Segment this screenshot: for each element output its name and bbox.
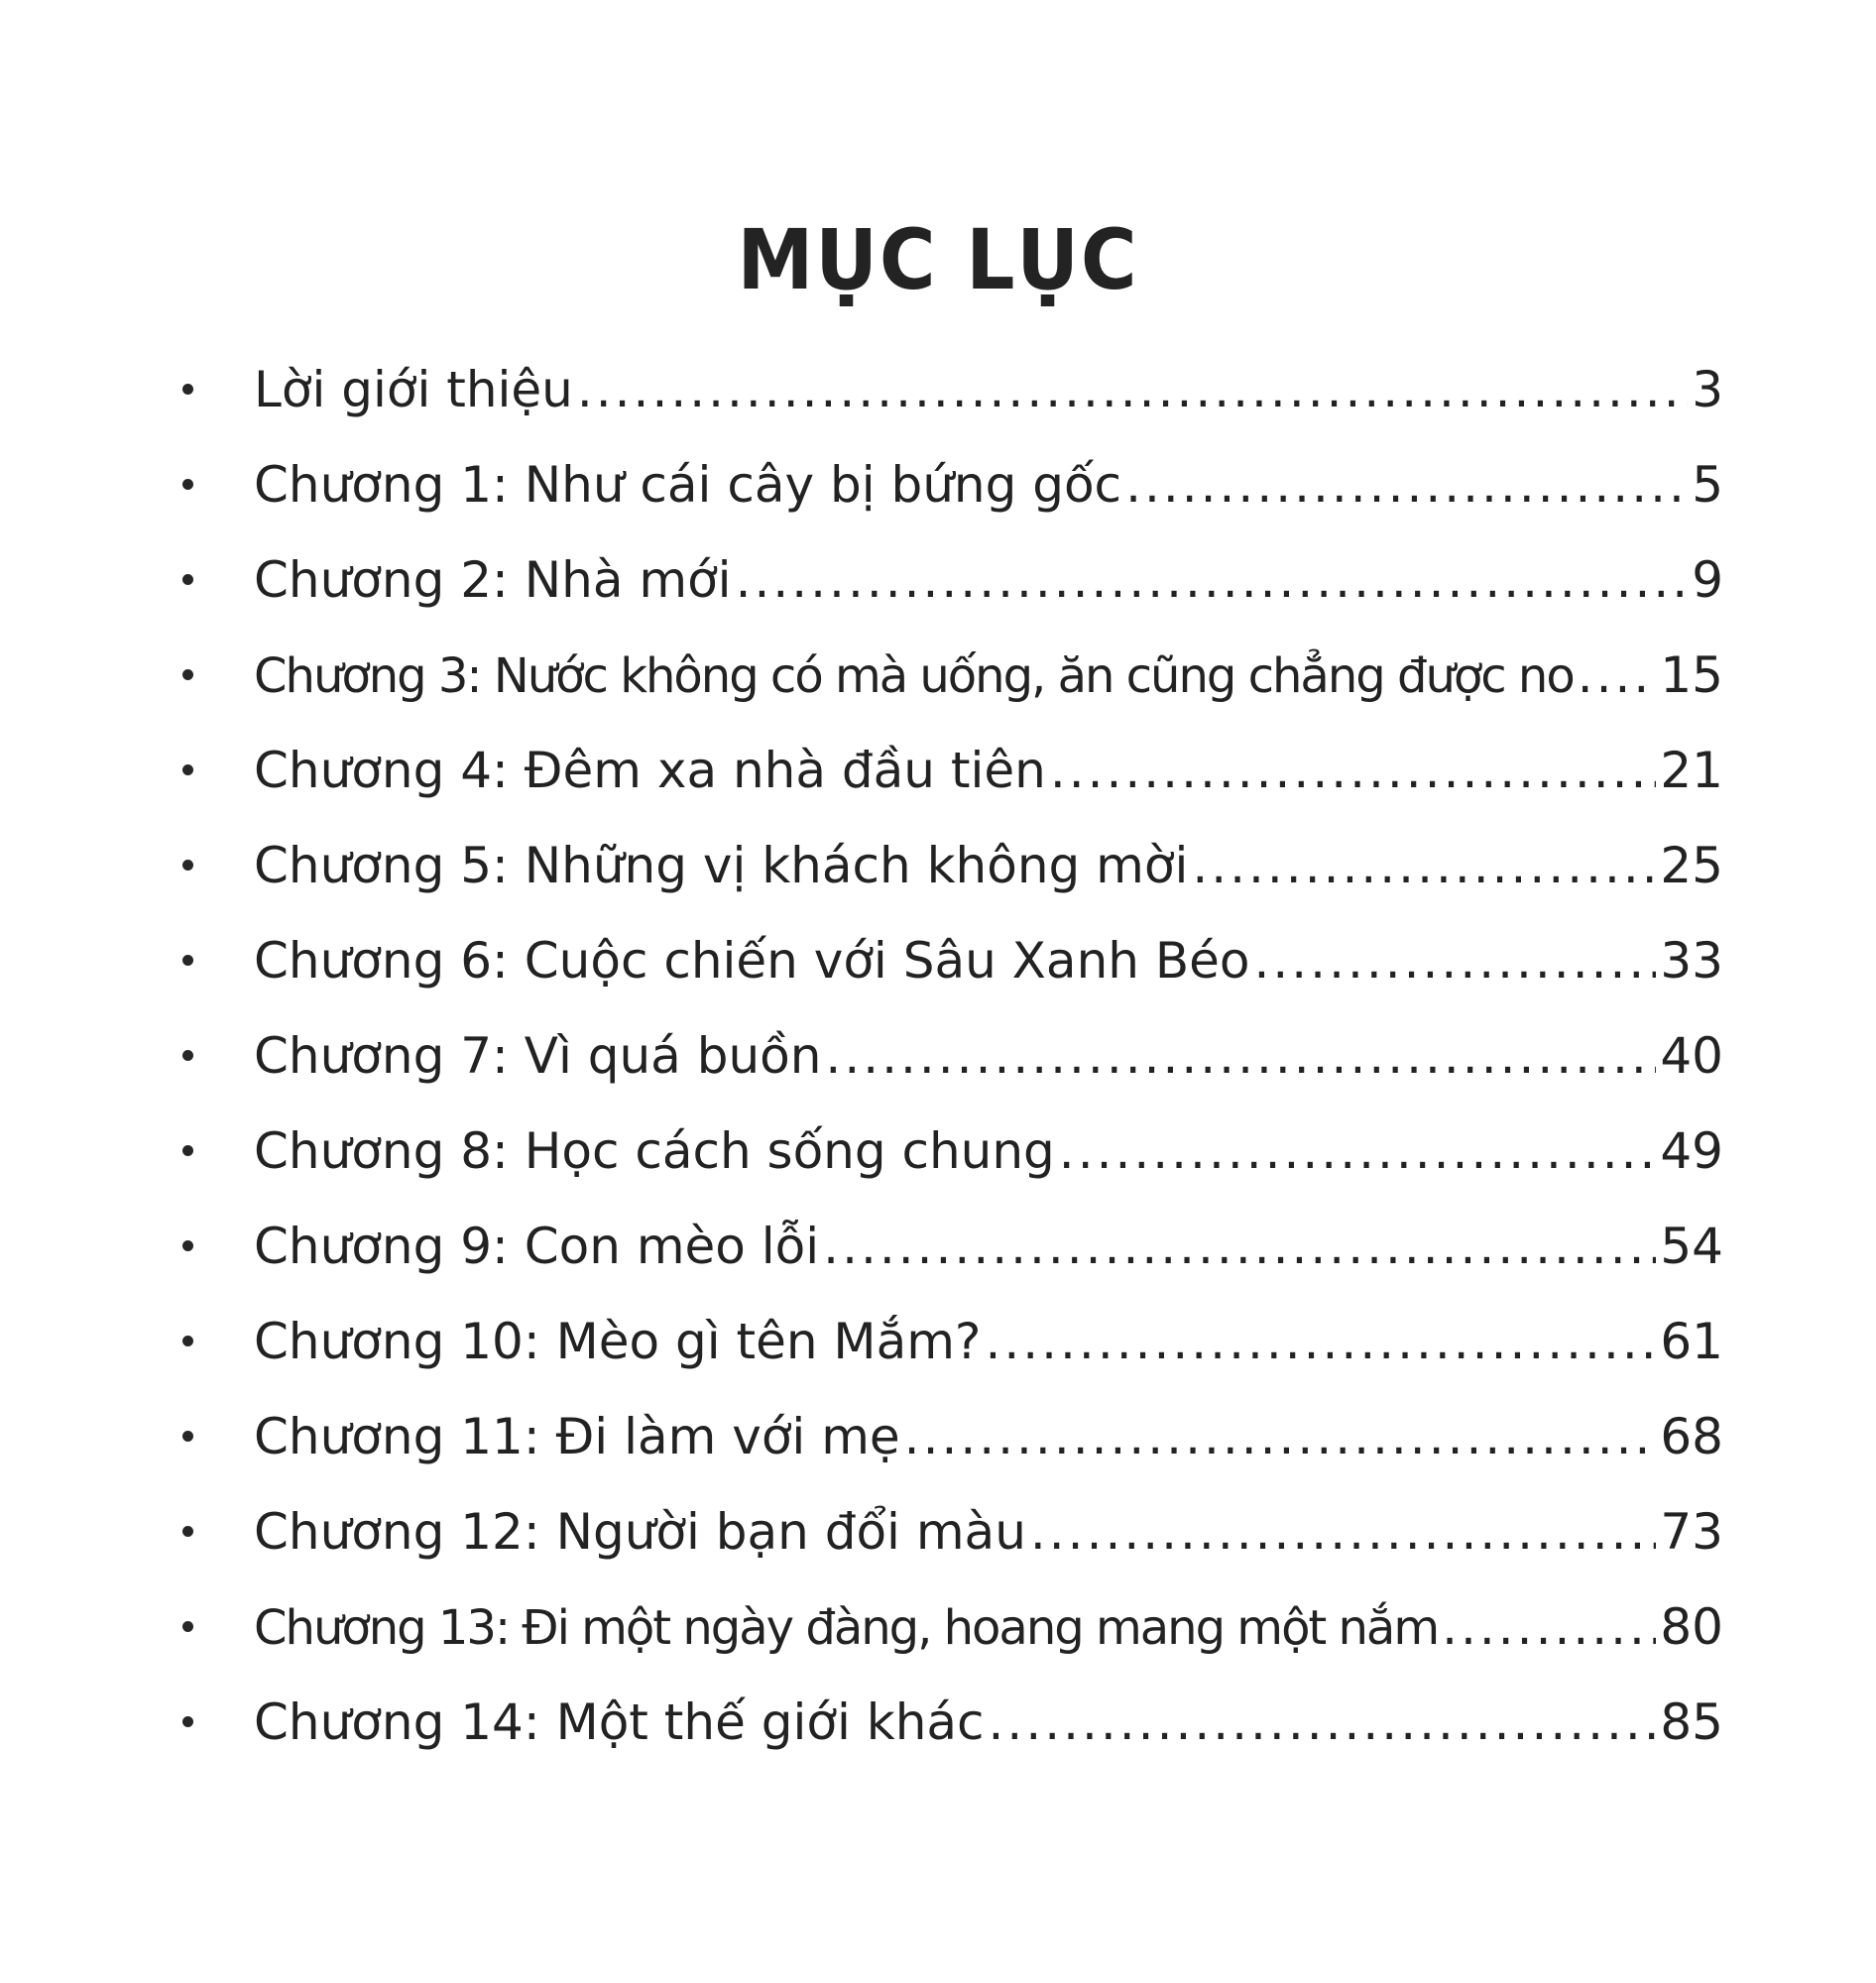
bullet-icon: [182, 1526, 193, 1537]
bullet-icon: [182, 1431, 193, 1442]
page-number: 80: [1660, 1598, 1723, 1656]
dot-leader: [1030, 1500, 1656, 1564]
dot-leader: [1578, 643, 1657, 707]
dot-leader: [1442, 1595, 1656, 1659]
page-number: 21: [1660, 742, 1723, 799]
entry-title: Chương 1: Như cái cây bị bứng gốc: [254, 456, 1122, 514]
page-number: 85: [1660, 1693, 1723, 1751]
dot-leader: [1254, 929, 1657, 992]
page-number: 73: [1660, 1503, 1723, 1561]
page-title: MỤC LỤC: [737, 211, 1139, 308]
toc-entry: [167, 1673, 1723, 1768]
page-number: 54: [1660, 1218, 1723, 1275]
dot-leader: [989, 1691, 1657, 1754]
bullet-icon: [182, 574, 193, 585]
entry-title: Chương 3: Nước không có mà uống, ăn cũng chẳng được no: [254, 648, 1574, 704]
entry-title: Chương 5: Những vị khách không mời: [254, 837, 1189, 894]
toc-entry: [167, 530, 1723, 626]
page-number: 61: [1660, 1313, 1723, 1370]
toc-entry: [167, 1577, 1723, 1673]
toc-entry: [167, 1292, 1723, 1387]
entry-title: Chương 6: Cuộc chiến với Sâu Xanh Béo: [254, 932, 1250, 990]
dot-leader: [985, 1310, 1656, 1373]
toc-entry: [167, 1006, 1723, 1102]
entry-title: Chương 9: Con mèo lỗi: [254, 1218, 820, 1275]
toc-entry: [167, 435, 1723, 530]
toc-entry: [167, 816, 1723, 911]
entry-title: Chương 11: Đi làm với mẹ: [254, 1408, 900, 1465]
entry-title: Chương 7: Vì quá buồn: [254, 1027, 822, 1085]
entry-title: Chương 2: Nhà mới: [254, 551, 732, 609]
bullet-icon: [182, 1716, 193, 1727]
entry-title: Chương 13: Đi một ngày đàng, hoang mang một nắm: [254, 1600, 1439, 1656]
bullet-icon: [182, 1621, 193, 1632]
dot-leader: [1125, 453, 1688, 517]
toc-entry: [167, 1197, 1723, 1292]
bullet-icon: [182, 1145, 193, 1156]
entry-title: Chương 8: Học cách sống chung: [254, 1122, 1055, 1180]
toc-entry: [167, 340, 1723, 435]
bullet-icon: [182, 1336, 193, 1346]
bullet-icon: [182, 860, 193, 871]
dot-leader: [1050, 739, 1657, 802]
bullet-icon: [182, 764, 193, 775]
toc-entry: [167, 721, 1723, 816]
dot-leader: [823, 1215, 1656, 1278]
page-number: 40: [1660, 1027, 1723, 1085]
dot-leader: [825, 1024, 1656, 1088]
bullet-icon: [182, 955, 193, 966]
page-number: 15: [1660, 646, 1723, 704]
toc-entry: [167, 1387, 1723, 1482]
dot-leader: [1059, 1119, 1657, 1183]
bullet-icon: [182, 384, 193, 395]
page-number: 9: [1692, 551, 1723, 609]
dot-leader: [577, 358, 1688, 421]
dot-leader: [736, 548, 1689, 612]
dot-leader: [1192, 834, 1656, 897]
bullet-icon: [182, 669, 193, 680]
table-of-contents: [167, 340, 1723, 1768]
bullet-icon: [182, 1050, 193, 1061]
page-number: 3: [1692, 361, 1723, 418]
page-number: 5: [1692, 456, 1723, 514]
toc-entry: [167, 911, 1723, 1006]
toc-entry: [167, 1102, 1723, 1197]
page-number: 33: [1660, 932, 1723, 990]
toc-entry: [167, 626, 1723, 721]
page-number: 25: [1660, 837, 1723, 894]
page-number: 49: [1660, 1122, 1723, 1180]
bullet-icon: [182, 479, 193, 490]
entry-title: Chương 14: Một thế giới khác: [254, 1693, 985, 1751]
toc-entry: [167, 1482, 1723, 1577]
entry-title: Lời giới thiệu: [254, 361, 573, 418]
dot-leader: [904, 1405, 1657, 1468]
bullet-icon: [182, 1240, 193, 1251]
entry-title: Chương 12: Người bạn đổi màu: [254, 1503, 1026, 1561]
entry-title: Chương 10: Mèo gì tên Mắm?: [254, 1313, 982, 1370]
page-number: 68: [1660, 1408, 1723, 1465]
entry-title: Chương 4: Đêm xa nhà đầu tiên: [254, 742, 1046, 799]
